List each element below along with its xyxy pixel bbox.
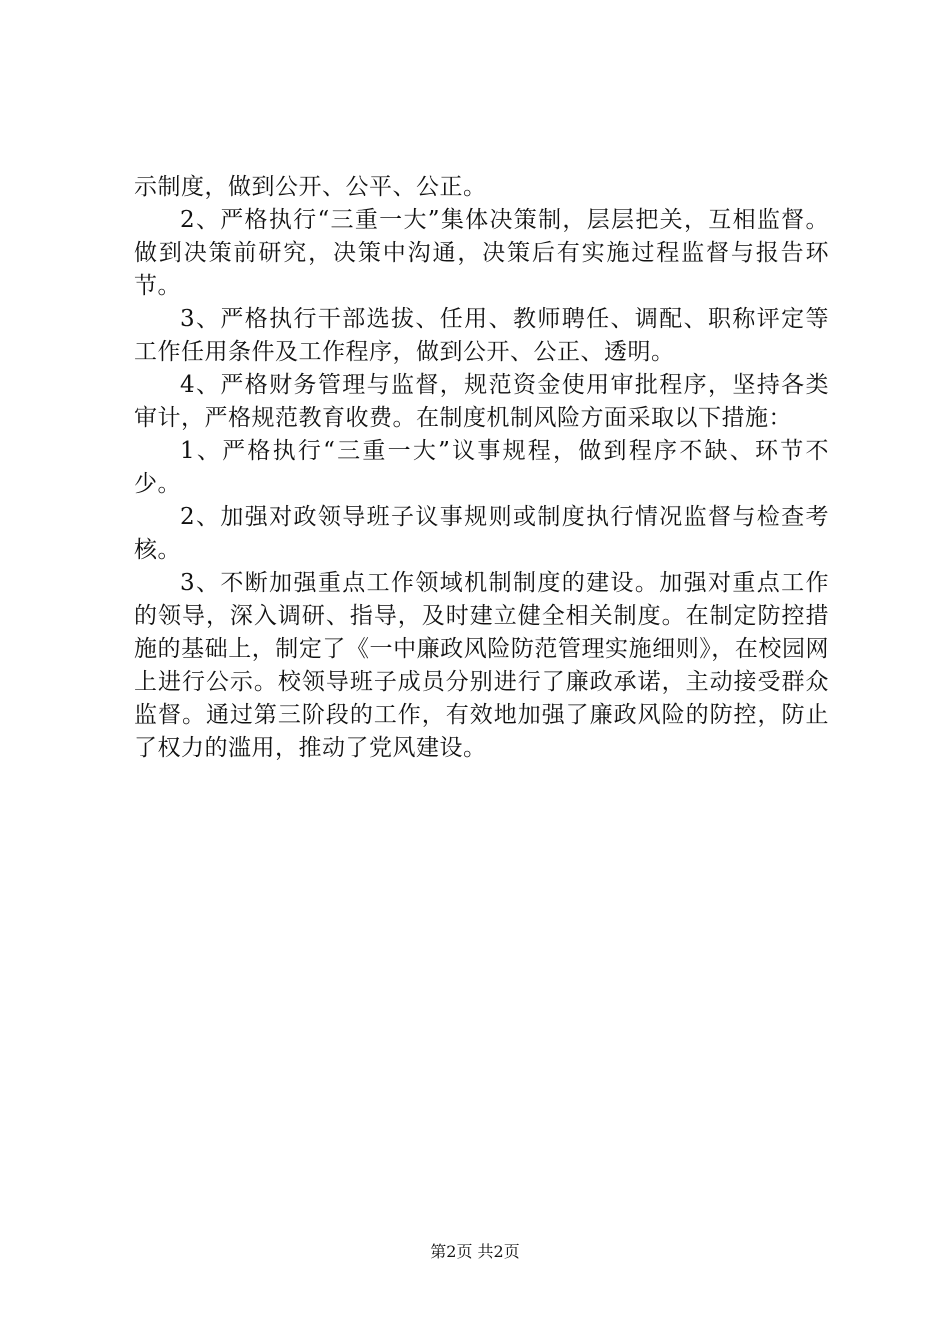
paragraph-measure-2: 2、加强对政领导班子议事规则或制度执行情况监督与检查考核。 [134,504,829,563]
paragraph-item-2: 2、严格执行“三重一大”集体决策制，层层把关，互相监督。做到决策前研究，决策中沟通，决策后有实施过程监督与报告环节。 [134,207,829,299]
paragraph-item-3: 3、严格执行干部选拔、任用、教师聘任、调配、职称评定等工作任用条件及工作程序，做到公开、公正、透明。 [134,306,829,365]
document-body [134,171,829,765]
paragraph-measure-1: 1、严格执行“三重一大”议事规程，做到程序不缺、环节不少。 [134,438,829,497]
paragraph-item-4: 4、严格财务管理与监督，规范资金使用审批程序，坚持各类审计，严格规范教育收费。在制度机制风险方面采取以下措施： [134,372,829,431]
paragraph-continuation: 示制度，做到公开、公平、公正。 [134,174,487,200]
page-number: 第2页 共2页 [430,1242,520,1261]
paragraph-measure-3: 3、不断加强重点工作领域机制制度的建设。加强对重点工作的领导，深入调研、指导，及时建立健全相关制度。在制定防控措施的基础上，制定了《一中廉政风险防范管理实施细则》，在校园网上进行公示。校领导班子成员分别进行了廉政承诺，主动接受群众监督。通过第三阶段的工作，有效地加强了廉政风险的防控，防止了权力的滥用，推动了党风建设。 [134,570,829,761]
page-footer [0,1240,950,1264]
